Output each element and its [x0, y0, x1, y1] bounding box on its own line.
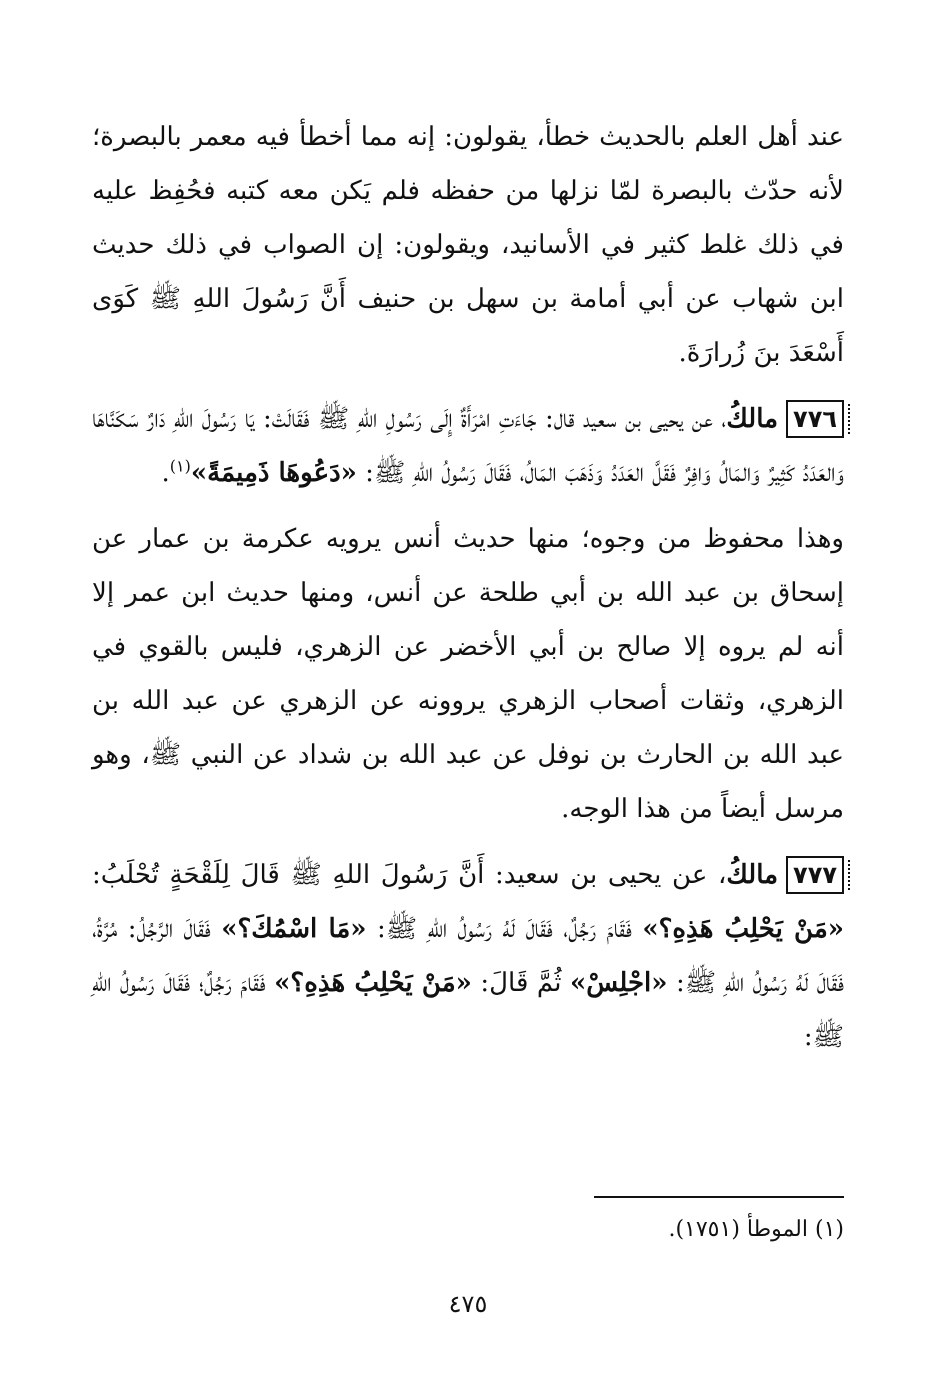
- prophet-quote: «مَنْ يَحْلِبُ هَذِهِ؟»: [642, 914, 845, 944]
- hadith-text: ، عن يحيى بن سعيد: أَنَّ رَسُولَ اللهِ ﷺ قَالَ لِلَقْحَةٍ تُحْلَبُ:: [92, 860, 727, 890]
- hadith-number-776: ٧٧٦: [786, 400, 844, 438]
- hadith-777: [92, 848, 844, 1064]
- hadith-number-777: ٧٧٧: [786, 856, 844, 894]
- hadith-text: فَقَالَ الرَّجُلُ: مُرَّةُ، فَقَالَ لَهُ رَسُولُ اللهِ ﷺ:: [92, 914, 844, 998]
- hadith-narrator: مالكُ: [726, 860, 779, 890]
- commentary-paragraph-1: عند أهل العلم بالحديث خطأ، يقولون: إنه مما أخطأ فيه معمر بالبصرة؛ لأنه حدّث بالبصرة لمّا نزلها من حفظه فلم يَكن معه كتبه فحُفِظ عليه في ذلك غلط كثير في الأسانيد، ويقولون: إن الصواب في ذلك حديث ابن شهاب عن أبي أمامة بن سهل بن حنيف أَنَّ رَسُولَ اللهِ ﷺ كَوَى أَسْعَدَ بنَ زُرارَةَ.: [92, 122, 844, 368]
- prophet-quote: «اجْلِسْ»: [569, 968, 668, 998]
- footnote-divider: [594, 1196, 844, 1198]
- hadith-narrator: مالكُ: [726, 404, 779, 434]
- hadith-776: [92, 392, 844, 500]
- hadith-text: ثُمَّ قَالَ:: [471, 968, 570, 998]
- footnote: (١) الموطأ (١٧٥١).: [668, 1217, 844, 1242]
- hadith-text: فَقَامَ رَجُلٌ، فَقَالَ لَهُ رَسُولُ اللهِ ﷺ:: [366, 914, 643, 944]
- hadith-text: ، عن يحيى بن سعيد قال: جَاءَتِ امْرَأَةٌ إِلَى رَسُولِ اللهِ ﷺ فَقَالَتْ: يَا رَسُولَ اللهِ دَارٌ سَكَنَّاهَا وَالعَدَدُ كَثِيرٌ وَالمَالُ وَافِرٌ فَقَلَّ العَدَدُ وَذَهَبَ المَالُ، فَقَالَ رَسُولُ اللهِ ﷺ:: [92, 404, 844, 488]
- commentary-paragraph-2: وهذا محفوظ من وجوه؛ منها حديث أنس يرويه عكرمة بن عمار عن إسحاق بن عبد الله بن أبي طلحة عن أنس، ومنها حديث ابن عمر إلا أنه لم يروه إلا صالح بن أبي الأخضر عن الزهري، فليس بالقوي في الزهري، وثقات أصحاب الزهري يروونه عن الزهري عن عبد الله بن عبد الله بن الحارث بن نوفل عن عبد الله بن شداد عن النبي ﷺ، وهو مرسل أيضاً من هذا الوجه.: [92, 524, 844, 824]
- hadith-text: فَقَامَ رَجُلٌ؛ فَقَالَ رَسُولُ اللهِ ﷺ:: [92, 968, 844, 1052]
- page-number: ٤٧٥: [448, 1290, 488, 1318]
- hadith-text-end: .: [161, 458, 170, 488]
- prophet-quote: «مَا اسْمُكَ؟»: [221, 914, 367, 944]
- footnote-reference[interactable]: (١): [169, 456, 191, 476]
- prophet-quote: «دَعُوهَا ذَمِيمَةً»: [190, 458, 357, 488]
- prophet-quote: «مَنْ يَحْلِبُ هَذِهِ؟»: [274, 968, 472, 998]
